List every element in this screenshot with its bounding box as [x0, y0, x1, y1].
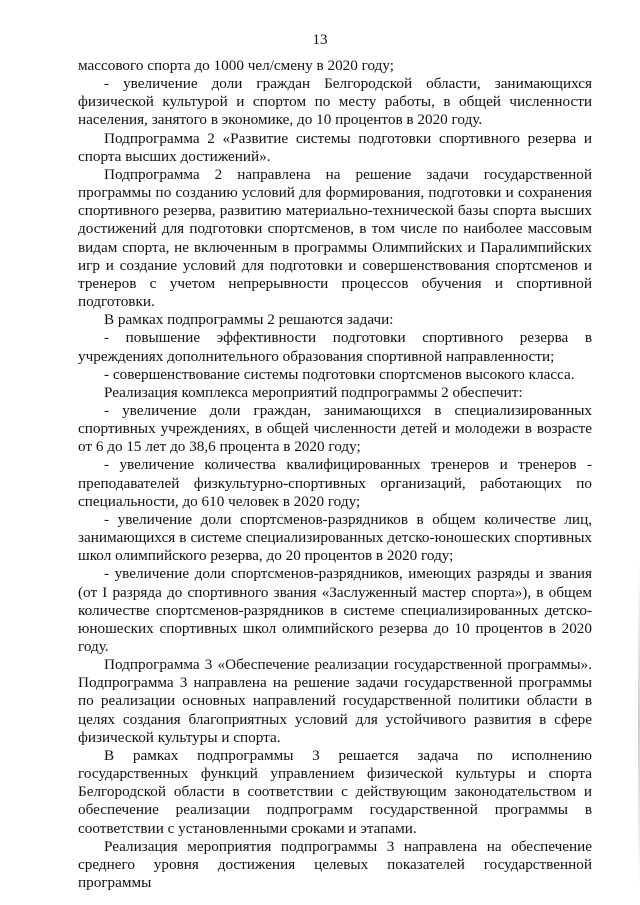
paragraph: массового спорта до 1000 чел/смену в 2020 году; [78, 57, 395, 74]
paragraph: В рамках подпрограммы 2 решаются задачи: [104, 311, 394, 329]
list-item: - совершенствование системы подготовки спортсменов высокого класса. [104, 365, 575, 383]
section-heading: Подпрограмма 2 «Развитие системы подготовки спортивного резерва и спорта высших достижений». [78, 129, 592, 165]
paragraph: Реализация мероприятия подпрограммы 3 направлена на обеспечение среднего уровня достижения целевых показателей государственной программы [78, 837, 592, 892]
list-item: - увеличение доли спортсменов-разрядников в общем количестве лиц, занимающихся в системе специализированных детско-юношеских спортивных школ олимпийского резерва, до 20 процентов в 2020 году; [78, 510, 592, 565]
page-number: 13 [312, 32, 328, 48]
paragraph: Подпрограмма 2 направлена на решение задачи государственной программы по созданию условий для формирования, подготовки и сохранения спортивного резерва, развитию материально-технической базы спорта высших достижений для подготовки спортсменов, в том числе по наиболее массовым видам спорта, не включенным в программы Олимпийских и Паралимпийских игр и создание условий для подготовки и совершенствования спортсменов и тренеров с учетом непрерывности процессов обучения и спортивной подготовки. [78, 165, 592, 311]
list-item: - повышение эффективности подготовки спортивного резерва в учреждениях дополнительного образования спортивной направленности; [78, 329, 592, 365]
section-heading: Подпрограмма 3 «Обеспечение реализации государственной программы». Подпрограмма 3 направлена на решение задачи государственной программы по реализации основных направлений государственной политики области в целях создания благоприятных условий для устойчивого развития в сфере физической культуры и спорта. [78, 656, 592, 746]
list-item: - увеличение количества квалифицированных тренеров и тренеров - преподавателей физкультурно-спортивных организаций, работающих по специальности, до 610 человек в 2020 году; [78, 456, 592, 510]
paragraph: В рамках подпрограммы 3 решается задача по исполнению государственных функций управлением физической культуры и спорта Белгородской области в соответствии с действующим законодательством и обеспечение реализации подпрограмм государственной программы в соответствии с установленными сроками и этапами. [78, 746, 592, 837]
document-body [78, 57, 592, 892]
paragraph: Реализация комплекса мероприятий подпрограммы 2 обеспечит: [104, 383, 523, 401]
list-item: - увеличение доли спортсменов-разрядников, имеющих разряды и звания (от I разряда до спортивного звания «Заслуженный мастер спорта»), в общем количестве спортсменов-разрядников в системе специализированных детско-юношеских спортивных школ олимпийского резерва до 10 процентов в 2020 году. [78, 565, 592, 655]
list-item: - увеличение доли граждан, занимающихся в специализированных спортивных учреждениях, в общей численности детей и молодежи в возрасте от 6 до 15 лет до 38,6 процента в 2020 году; [78, 401, 592, 456]
list-item: - увеличение доли граждан Белгородской области, занимающихся физической культурой и спортом по месту работы, в общей численности населения, занятого в экономике, до 10 процентов в 2020 году. [78, 75, 592, 129]
